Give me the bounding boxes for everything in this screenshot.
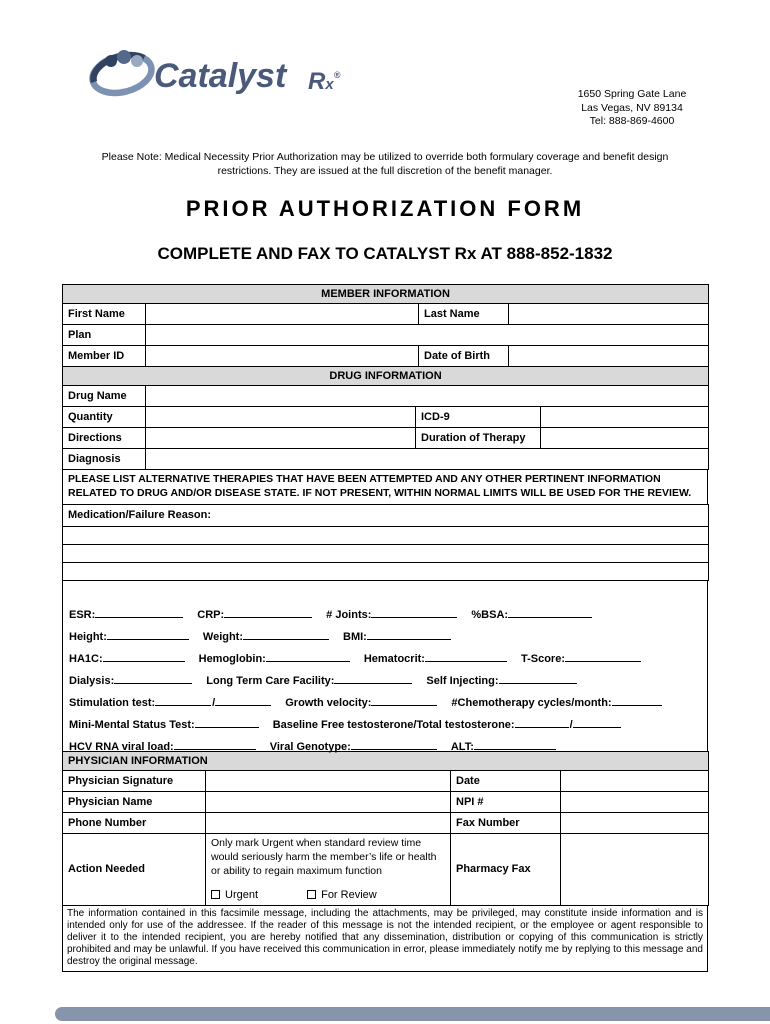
lab-field [270, 737, 437, 755]
lab-field-blank[interactable] [508, 607, 592, 618]
last-name-label: Last Name [419, 304, 509, 325]
lab-field-blank[interactable] [573, 717, 621, 728]
lab-field-label: ESR: [69, 608, 96, 621]
lab-field [197, 605, 312, 623]
for-review-checkbox[interactable] [307, 890, 316, 899]
lab-field-blank[interactable] [371, 607, 457, 618]
lab-field-blank[interactable] [515, 717, 569, 728]
lab-field-label: Height: [69, 630, 107, 643]
lab-field-label: / [212, 696, 216, 709]
icd9-label: ICD-9 [416, 407, 541, 428]
date-label: Date [451, 770, 561, 791]
lab-field-label: Hemoglobin: [198, 652, 266, 665]
lab-field-label: T-Score: [520, 652, 565, 665]
lab-field [212, 693, 271, 711]
phone-number-input[interactable] [206, 812, 451, 833]
lab-field [570, 715, 621, 733]
date-of-birth-label: Date of Birth [419, 346, 509, 367]
first-name-input[interactable] [146, 304, 419, 325]
alternative-therapies-note: PLEASE LIST ALTERNATIVE THERAPIES THAT HAVE BEEN ATTEMPTED AND ANY OTHER PERTINENT INFORMATION RELATED TO DRUG AND/OR DISEASE STATE. IF NOT PRESENT, WITHIN NORMAL LIMITS WILL BE USED FOR THE REVIEW. [62, 469, 708, 505]
urgent-checkbox[interactable] [211, 890, 220, 899]
diagnosis-input[interactable] [146, 449, 709, 470]
lab-field-label: #Chemotherapy cycles/month: [451, 696, 612, 709]
lab-field-blank[interactable] [334, 673, 412, 684]
lab-field [206, 671, 412, 689]
lab-field [326, 605, 457, 623]
lab-field-blank[interactable] [612, 695, 662, 706]
duration-of-therapy-input[interactable] [541, 428, 709, 449]
labs-section [62, 580, 708, 752]
member-id-input[interactable] [146, 346, 419, 367]
lab-field-label: BMI: [343, 630, 367, 643]
drug-name-label: Drug Name [63, 386, 146, 407]
lab-line [69, 605, 701, 627]
please-note-text: Please Note: Medical Necessity Prior Authorization may be utilized to override both formulary coverage and benefit design restrictions. They are issued at the full discretion of the benefit manager. [101, 151, 669, 178]
action-needed-label: Action Needed [63, 833, 206, 905]
lab-line [69, 715, 701, 737]
form-body [62, 284, 708, 972]
catalystrx-logo [86, 40, 356, 107]
lab-field-blank[interactable] [114, 673, 192, 684]
lab-field [69, 627, 189, 645]
lab-line [69, 627, 701, 649]
logo-person-icon [105, 55, 117, 67]
lab-field-blank[interactable] [474, 739, 556, 750]
lab-field-blank[interactable] [103, 651, 185, 662]
lab-field-blank[interactable] [155, 695, 211, 706]
date-input[interactable] [561, 770, 709, 791]
physician-signature-input[interactable] [206, 770, 451, 791]
lab-field [199, 649, 350, 667]
lab-field [451, 693, 661, 711]
lab-line [69, 671, 701, 693]
lab-field-blank[interactable] [266, 651, 350, 662]
lab-field [273, 715, 569, 733]
lab-field-label: %BSA: [471, 608, 509, 621]
lab-field [69, 671, 192, 689]
lab-field [69, 715, 259, 733]
facsimile-disclaimer: The information contained in this facsimile message, including the attachments, may be privileged, may constitute inside information and is intended only for use of the addressee. If the reader of this message is not the intended recipient, or the employee or agent responsible to deliver it to the intended recipient, you are hereby notified that any dissemination, distribution or copying of this communication is strictly prohibited and may be unlawful. If you have received this communication in error, please immediately notify me by replying to this message and destroy the original message. [62, 905, 708, 972]
form-title: PRIOR AUTHORIZATION FORM [185, 196, 585, 221]
logo-person-icon [131, 55, 143, 67]
npi-input[interactable] [561, 791, 709, 812]
fax-number-label: Fax Number [451, 812, 561, 833]
for-review-option[interactable] [307, 889, 377, 901]
lab-field-blank[interactable] [107, 629, 189, 640]
lab-field-blank[interactable] [565, 651, 641, 662]
company-address [574, 88, 690, 129]
lab-field-label: Hematocrit: [363, 652, 425, 665]
medication-failure-table [62, 504, 709, 581]
lab-field [69, 605, 183, 623]
bottom-bar [55, 1007, 770, 1021]
lab-field [69, 693, 211, 711]
physician-information-table [62, 751, 709, 906]
directions-label: Directions [63, 428, 146, 449]
lab-field-blank[interactable] [174, 739, 256, 750]
action-needed-cell [206, 833, 451, 905]
duration-of-therapy-label: Duration of Therapy [416, 428, 541, 449]
directions-input[interactable] [146, 428, 416, 449]
catalystrx-logo-graphic [86, 40, 356, 102]
medication-failure-line-input[interactable] [63, 544, 709, 562]
lab-field-blank[interactable] [195, 717, 259, 728]
lab-field-label: / [569, 718, 573, 731]
lab-field [69, 737, 256, 755]
address-line: Las Vegas, NV 89134 [581, 101, 683, 114]
lab-field-label: Self Injecting: [426, 674, 499, 687]
lab-field-label: Dialysis: [69, 674, 115, 687]
fax-instruction: COMPLETE AND FAX TO CATALYST Rx AT 888-852-1832 [157, 244, 613, 263]
urgent-option[interactable] [211, 889, 258, 901]
phone-number-label: Phone Number [63, 812, 206, 833]
pharmacy-fax-label: Pharmacy Fax [451, 833, 561, 905]
lab-field-label: Mini-Mental Status Test: [69, 718, 195, 731]
lab-field [521, 649, 641, 667]
lab-field-label: Weight: [202, 630, 244, 643]
lab-line [69, 649, 701, 671]
last-name-input[interactable] [509, 304, 709, 325]
address-line: 1650 Spring Gate Lane [577, 88, 687, 100]
lab-field-blank[interactable] [351, 739, 437, 750]
lab-field [451, 737, 556, 755]
logo-brand-text: Catalyst [154, 57, 287, 95]
plan-label: Plan [63, 325, 146, 346]
quantity-input[interactable] [146, 407, 416, 428]
physician-name-input[interactable] [206, 791, 451, 812]
lab-field-label: Long Term Care Facility: [206, 674, 335, 687]
pharmacy-fax-input[interactable] [561, 833, 709, 905]
drug-name-input[interactable] [146, 386, 709, 407]
lab-field-blank[interactable] [371, 695, 437, 706]
lab-field-label: Stimulation test: [69, 696, 156, 709]
lab-field [364, 649, 507, 667]
lab-field [203, 627, 329, 645]
lab-field-label: Growth velocity: [285, 696, 372, 709]
medication-failure-label: Medication/Failure Reason: [63, 504, 709, 526]
physician-signature-label: Physician Signature [63, 770, 206, 791]
lab-field [471, 605, 592, 623]
lab-field [426, 671, 576, 689]
lab-field-blank[interactable] [243, 629, 329, 640]
plan-input[interactable] [146, 325, 709, 346]
address-line: Tel: 888-869-4600 [589, 115, 675, 128]
lab-field-label: CRP: [197, 608, 225, 621]
lab-field-label: HA1C: [69, 652, 103, 665]
member-id-label: Member ID [63, 346, 146, 367]
lab-field-label: # Joints: [326, 608, 372, 621]
lab-field-label: HCV RNA viral load: [69, 740, 174, 753]
physician-name-label: Physician Name [63, 791, 206, 812]
lab-field-label: ALT: [450, 740, 474, 753]
lab-field [69, 649, 185, 667]
lab-field [285, 693, 437, 711]
member-information-table [62, 284, 709, 367]
fax-number-input[interactable] [561, 812, 709, 833]
urgent-instructions: Only mark Urgent when standard review time would seriously harm the member’s life or health or ability to regain maximum function [211, 837, 437, 877]
drug-section-header: DRUG INFORMATION [63, 367, 709, 386]
lab-field-blank[interactable] [367, 629, 451, 640]
logo-rx-text: Rx® [308, 68, 341, 95]
lab-field [343, 627, 451, 645]
lab-field-blank[interactable] [224, 607, 312, 618]
logo-person-icon [117, 50, 131, 64]
lab-field-blank[interactable] [215, 695, 271, 706]
physician-section-header: PHYSICIAN INFORMATION [63, 751, 709, 770]
urgent-label: Urgent [225, 889, 259, 902]
npi-label: NPI # [451, 791, 561, 812]
medication-failure-line-input[interactable] [63, 562, 709, 580]
lab-field-blank[interactable] [95, 607, 183, 618]
lab-field-blank[interactable] [425, 651, 507, 662]
lab-line [69, 693, 701, 715]
drug-information-table [62, 366, 709, 470]
member-section-header: MEMBER INFORMATION [63, 285, 709, 304]
lab-field-blank[interactable] [499, 673, 577, 684]
quantity-label: Quantity [63, 407, 146, 428]
lab-field-label: Baseline Free testosterone/Total testosterone: [272, 718, 515, 731]
first-name-label: First Name [63, 304, 146, 325]
date-of-birth-input[interactable] [509, 346, 709, 367]
lab-field-label: Viral Genotype: [269, 740, 351, 753]
for-review-label: For Review [321, 889, 377, 902]
action-options [211, 889, 445, 901]
icd9-input[interactable] [541, 407, 709, 428]
diagnosis-label: Diagnosis [63, 449, 146, 470]
medication-failure-line-input[interactable] [63, 526, 709, 544]
